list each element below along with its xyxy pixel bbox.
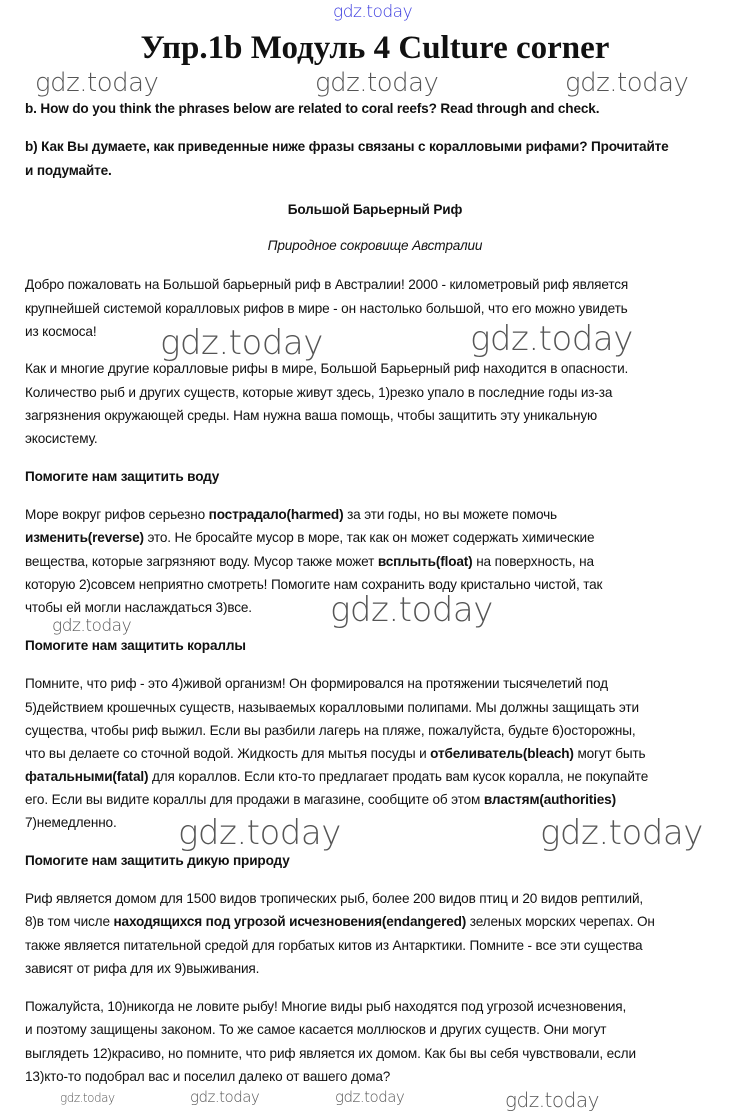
- text-segment: это. Не бросайте мусор в море, так как он может содержать химические: [143, 530, 595, 545]
- paragraph-line: [25, 1068, 390, 1086]
- text-segment: 5)действием крошечных существ, называемых коралловыми полипами. Мы должны защищать эти: [25, 700, 639, 715]
- paragraph-line: [25, 998, 626, 1016]
- paragraph-line: [25, 722, 636, 740]
- watermark: gdz.today: [540, 813, 703, 853]
- watermark: gdz.today: [160, 323, 323, 363]
- bold-term: Помогите нам защитить дикую природу: [25, 853, 290, 868]
- watermark: gdz.today: [35, 68, 159, 98]
- bold-term: всплыть(float): [377, 554, 473, 569]
- paragraph-line: [25, 937, 642, 955]
- bold-term: Помогите нам защитить кораллы: [25, 638, 246, 653]
- text-segment: на поверхность, на: [472, 554, 594, 569]
- paragraph-line: [25, 699, 639, 717]
- text-segment: также является питательной средой для горбатых китов из Антарктики. Помните - все эти существа: [25, 938, 643, 953]
- text-segment: зеленых морских черепах. Он: [466, 914, 655, 929]
- paragraph-line: [25, 791, 616, 809]
- watermark: gdz.today: [178, 813, 341, 853]
- task-russian-line: b) Как Вы думаете, как приведенные ниже фразы связаны с коралловыми рифами? Прочитайте: [25, 139, 669, 154]
- paragraph-line: [25, 407, 597, 425]
- paragraph-line: [25, 276, 628, 294]
- text-segment: Риф является домом для 1500 видов тропических рыб, более 200 видов птиц и 20 видов рептилий,: [25, 891, 644, 906]
- paragraph-line: [25, 960, 259, 978]
- watermark: gdz.today: [335, 1088, 405, 1106]
- page-title: Упр.1b Модуль 4 Culture corner: [140, 30, 610, 66]
- text-segment: Пожалуйста, 10)никогда не ловите рыбу! Многие виды рыб находятся под угрозой исчезновения,: [25, 999, 627, 1014]
- paragraph-line: [25, 1045, 636, 1063]
- text-segment: зависят от рифа для их 9)выживания.: [25, 961, 260, 976]
- bold-term: изменить(reverse): [25, 530, 144, 545]
- text-segment: Море вокруг рифов серьезно: [25, 507, 209, 522]
- paragraph-line: [25, 768, 648, 786]
- watermark: gdz.today: [330, 590, 493, 630]
- bold-term: Помогите нам защитить воду: [25, 469, 220, 484]
- paragraph-line: [25, 430, 97, 448]
- text-segment: вещества, которые загрязняют воду. Мусор также может: [25, 554, 378, 569]
- paragraph-line: [25, 913, 655, 931]
- paragraph-line: [25, 506, 557, 524]
- bold-term: отбеливатель(bleach): [430, 746, 574, 761]
- bold-term: властям(authorities): [483, 792, 616, 807]
- text-segment: и поэтому защищены законом. То же самое касается моллюсков и других существ. Они могут: [25, 1022, 607, 1037]
- text-segment: его. Если вы видите кораллы для продажи в магазине, сообщите об этом: [25, 792, 484, 807]
- text-segment: крупнейшей системой коралловых рифов в мире - он настолько большой, что его можно увидеть: [25, 301, 628, 316]
- article-title: Большой Барьерный Риф: [287, 202, 463, 217]
- watermark: gdz.today: [60, 1091, 115, 1105]
- section-heading: [25, 852, 290, 870]
- section-heading: [25, 637, 246, 655]
- text-segment: Помните, что риф - это 4)живой организм! Он формировался на протяжении тысячелетий под: [25, 676, 608, 691]
- text-segment: для кораллов. Если кто-то предлагает продать вам кусок коралла, не покупайте: [148, 769, 649, 784]
- watermark: gdz.today: [315, 68, 439, 98]
- text-segment: Количество рыб и других существ, которые живут здесь, 1)резко упало в последние годы из-за: [25, 385, 613, 400]
- paragraph-line: [25, 360, 628, 378]
- paragraph-line: [25, 675, 608, 693]
- bold-term: пострадало(harmed): [208, 507, 344, 522]
- watermark: gdz.today: [333, 2, 413, 22]
- paragraph-line: [25, 1021, 606, 1039]
- task-russian-line: и подумайте.: [25, 163, 112, 178]
- text-segment: за эти годы, но вы можете помочь: [343, 507, 557, 522]
- paragraph-line: [25, 599, 252, 617]
- watermark: gdz.today: [190, 1088, 260, 1106]
- text-segment: что вы делаете со сточной водой. Жидкость для мытья посуды и: [25, 746, 431, 761]
- bold-term: фатальными(fatal): [25, 769, 149, 784]
- text-segment: загрязнения окружающей среды. Нам нужна ваша помощь, чтобы защитить эту уникальную: [25, 408, 598, 423]
- watermark: gdz.today: [52, 616, 132, 636]
- text-segment: 7)немедленно.: [25, 815, 117, 830]
- paragraph-line: [25, 745, 645, 763]
- paragraph-line: [25, 529, 594, 547]
- paragraph-line: [25, 890, 643, 908]
- text-segment: Добро пожаловать на Большой барьерный риф в Австралии! 2000 - километровый риф является: [25, 277, 629, 292]
- paragraph-line: [25, 576, 602, 594]
- text-segment: 8)в том числе: [25, 914, 114, 929]
- text-segment: экосистему.: [25, 431, 98, 446]
- task-english: b. How do you think the phrases below are related to coral reefs? Read through and check.: [25, 101, 600, 116]
- text-segment: из космоса!: [25, 324, 97, 339]
- paragraph-line: [25, 300, 628, 318]
- watermark: gdz.today: [470, 319, 633, 359]
- section-heading: [25, 468, 219, 486]
- text-segment: выглядеть 12)красиво, но помните, что риф является их домом. Как бы вы себя чувствовали, если: [25, 1046, 636, 1061]
- text-segment: Как и многие другие коралловые рифы в мире, Большой Барьерный риф находится в опасности.: [25, 361, 629, 376]
- paragraph-line: [25, 553, 594, 571]
- article-subtitle: Природное сокровище Австралии: [267, 238, 483, 253]
- paragraph-line: [25, 323, 96, 341]
- watermark: gdz.today: [505, 1088, 599, 1112]
- bold-term: находящихся под угрозой исчезновения(endangered): [113, 914, 467, 929]
- watermark: gdz.today: [565, 68, 689, 98]
- text-segment: существа, чтобы риф выжил. Если вы разбили лагерь на пляже, пожалуйста, будьте 6)осторожны,: [25, 723, 636, 738]
- paragraph-line: [25, 384, 612, 402]
- text-segment: чтобы ей могли наслаждаться 3)все.: [25, 600, 252, 615]
- paragraph-line: [25, 814, 117, 832]
- text-segment: могут быть: [573, 746, 646, 761]
- text-segment: 13)кто-то подобрал вас и поселил далеко от вашего дома?: [25, 1069, 391, 1084]
- text-segment: которую 2)совсем неприятно смотреть! Помогите нам сохранить воду кристально чистой, так: [25, 577, 603, 592]
